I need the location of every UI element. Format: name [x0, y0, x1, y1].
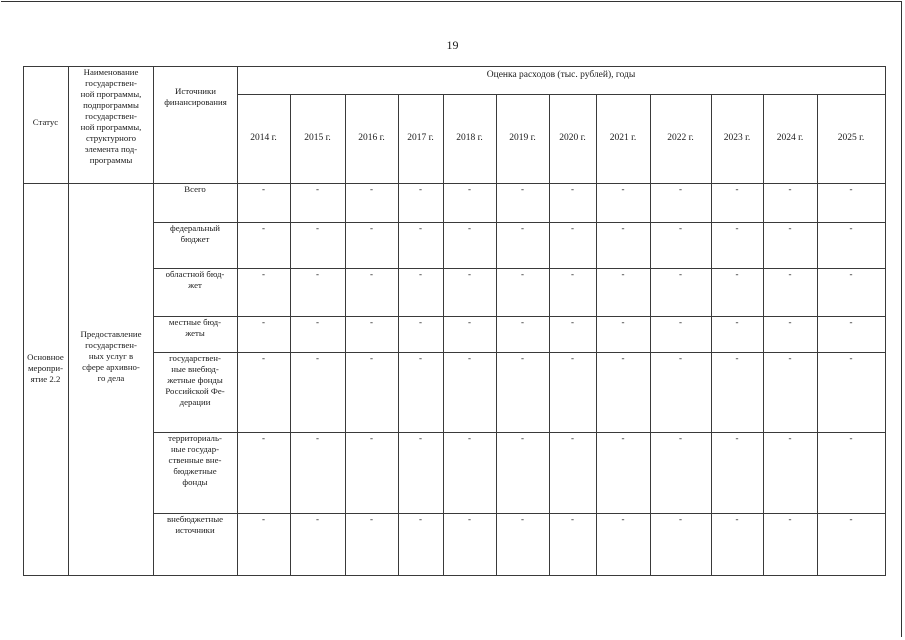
- header-status-line: Статус: [32, 117, 59, 127]
- source-label-line: жет: [188, 280, 202, 290]
- header-name-line: государствен-: [85, 111, 137, 121]
- value-cell: -: [316, 433, 319, 443]
- value-cell: -: [316, 514, 319, 524]
- value-cell: -: [571, 317, 574, 327]
- source-label-line: государствен-: [169, 353, 221, 363]
- header-name-line: Наименование: [83, 67, 139, 77]
- value-cell: -: [571, 433, 574, 443]
- value-cell: -: [370, 269, 373, 279]
- col-divider: [398, 94, 399, 575]
- col-divider: [817, 94, 818, 575]
- source-label: [157, 514, 233, 536]
- year-header: 2016 г.: [358, 133, 385, 143]
- source-label-line: местные бюд-: [168, 317, 222, 327]
- program-name-value-line: го дела: [97, 373, 125, 383]
- source-label-line: территориаль-: [168, 433, 222, 443]
- value-cell: -: [370, 317, 373, 327]
- value-cell: -: [370, 223, 373, 233]
- col-divider: [596, 94, 597, 575]
- col-divider: [549, 94, 550, 575]
- value-cell: -: [788, 353, 792, 363]
- value-cell: -: [621, 317, 625, 327]
- value-cell: -: [679, 223, 682, 233]
- value-cell: -: [788, 317, 792, 327]
- value-cell: -: [521, 433, 524, 443]
- value-cell: -: [788, 269, 792, 279]
- table-border-bottom: [23, 575, 885, 576]
- value-cell: -: [262, 223, 265, 233]
- value-cell: -: [849, 514, 853, 524]
- source-label: [157, 433, 233, 488]
- value-cell: -: [370, 514, 373, 524]
- value-cell: -: [370, 433, 373, 443]
- header-name-line: структурного: [85, 133, 137, 143]
- header-name: [69, 67, 153, 166]
- value-cell: -: [571, 353, 574, 363]
- source-label: [157, 353, 233, 408]
- value-cell: -: [468, 269, 471, 279]
- col-divider: [443, 94, 444, 575]
- header-sources-line: Источники: [175, 86, 216, 96]
- value-cell: -: [521, 223, 524, 233]
- value-cell: -: [262, 514, 265, 524]
- year-header: 2023 г.: [723, 133, 751, 143]
- source-label-line: источники: [175, 525, 215, 535]
- col-divider: [763, 94, 764, 575]
- source-label-line: ные государ-: [170, 444, 220, 454]
- value-cell: -: [621, 353, 625, 363]
- source-label: [157, 184, 233, 195]
- col-divider: [711, 94, 712, 575]
- value-cell: -: [735, 184, 739, 194]
- header-name-line: элемента под-: [84, 144, 138, 154]
- value-cell: -: [316, 353, 319, 363]
- value-cell: -: [419, 353, 422, 363]
- value-cell: -: [419, 514, 422, 524]
- value-cell: -: [679, 184, 682, 194]
- source-label-line: ные внебюд-: [171, 364, 219, 374]
- value-cell: -: [262, 269, 265, 279]
- value-cell: -: [468, 223, 471, 233]
- header-status: [23, 117, 68, 128]
- value-cell: -: [571, 184, 574, 194]
- year-header: 2018 г.: [456, 133, 483, 143]
- program-name-value-line: Предоставление: [80, 329, 142, 339]
- value-cell: -: [468, 353, 471, 363]
- value-cell: -: [788, 514, 792, 524]
- source-label-line: областной бюд-: [165, 269, 225, 279]
- value-cell: -: [849, 184, 853, 194]
- year-header: 2024 г.: [776, 133, 804, 143]
- value-cell: -: [849, 353, 853, 363]
- value-cell: -: [571, 269, 574, 279]
- header-sources: [154, 86, 237, 108]
- value-cell: -: [316, 317, 319, 327]
- value-cell: -: [621, 433, 625, 443]
- source-label-line: ственные вне-: [168, 455, 222, 465]
- program-name-value: [69, 329, 153, 384]
- value-cell: -: [621, 269, 625, 279]
- header-name-line: подпрограммы: [83, 100, 139, 110]
- source-label-line: жетные фонды: [167, 375, 223, 385]
- value-cell: -: [571, 514, 574, 524]
- value-cell: -: [571, 223, 574, 233]
- year-header: 2015 г.: [304, 133, 331, 143]
- value-cell: -: [419, 433, 422, 443]
- col-divider: [345, 94, 346, 575]
- value-cell: -: [370, 184, 373, 194]
- header-estimate: Оценка расходов (тыс. рублей), годы: [486, 70, 636, 80]
- value-cell: -: [735, 353, 739, 363]
- status-value-line: ятие 2.2: [30, 374, 61, 384]
- col-divider: [496, 94, 497, 575]
- value-cell: -: [419, 223, 422, 233]
- value-cell: -: [468, 317, 471, 327]
- value-cell: -: [419, 269, 422, 279]
- source-label-line: фонды: [182, 477, 208, 487]
- value-cell: -: [419, 317, 422, 327]
- source-label-line: дерации: [179, 397, 211, 407]
- value-cell: -: [316, 223, 319, 233]
- source-label-line: жеты: [185, 328, 205, 338]
- table-border-right: [885, 66, 886, 576]
- value-cell: -: [849, 317, 853, 327]
- year-header: 2017 г.: [407, 133, 434, 143]
- value-cell: -: [262, 433, 265, 443]
- year-header: 2025 г.: [837, 133, 865, 143]
- table-border-left: [23, 66, 24, 575]
- value-cell: -: [788, 184, 792, 194]
- source-label: [157, 223, 233, 245]
- value-cell: -: [521, 184, 524, 194]
- source-label-line: бюджетные: [173, 466, 217, 476]
- program-name-value-line: ных услуг в: [88, 351, 134, 361]
- value-cell: -: [788, 433, 792, 443]
- header-years-divider: [237, 94, 885, 95]
- source-label-line: федеральный: [170, 223, 220, 233]
- header-sources-line: финансирования: [164, 97, 227, 107]
- col-divider: [290, 94, 291, 575]
- source-label: [157, 269, 233, 291]
- header-name-line: ной программы,: [80, 89, 142, 99]
- header-name-line: программы: [89, 155, 133, 165]
- value-cell: -: [735, 433, 739, 443]
- col-divider: [650, 94, 651, 575]
- year-header: 2020 г.: [559, 133, 586, 143]
- source-label-line: Российской Фе-: [165, 386, 225, 396]
- value-cell: -: [521, 353, 524, 363]
- value-cell: -: [849, 223, 853, 233]
- year-header: 2019 г.: [509, 133, 536, 143]
- value-cell: -: [788, 223, 792, 233]
- value-cell: -: [521, 269, 524, 279]
- year-header: 2014 г.: [250, 133, 277, 143]
- value-cell: -: [679, 353, 682, 363]
- status-value-line: меропри-: [27, 363, 63, 373]
- value-cell: -: [735, 317, 739, 327]
- value-cell: -: [262, 317, 265, 327]
- year-header: 2022 г.: [667, 133, 694, 143]
- value-cell: -: [316, 184, 319, 194]
- source-label-line: внебюджетные: [166, 514, 224, 524]
- value-cell: -: [735, 223, 739, 233]
- value-cell: -: [468, 514, 471, 524]
- source-label-line: Всего: [184, 184, 206, 194]
- status-value-line: Основное: [27, 352, 64, 362]
- page-number: 19: [446, 38, 459, 52]
- value-cell: -: [262, 353, 265, 363]
- value-cell: -: [468, 433, 471, 443]
- value-cell: -: [849, 433, 853, 443]
- value-cell: -: [468, 184, 471, 194]
- header-name-line: ной программы,: [80, 122, 142, 132]
- header-name-line: государствен-: [85, 78, 137, 88]
- value-cell: -: [316, 269, 319, 279]
- value-cell: -: [849, 269, 853, 279]
- value-cell: -: [679, 317, 682, 327]
- source-label-line: бюджет: [180, 234, 210, 244]
- program-name-value-line: государствен-: [85, 340, 137, 350]
- program-name-value-line: сфере архивно-: [82, 362, 140, 372]
- value-cell: -: [521, 317, 524, 327]
- value-cell: -: [262, 184, 265, 194]
- value-cell: -: [679, 514, 682, 524]
- status-value: [23, 352, 68, 385]
- col-divider: [153, 66, 154, 575]
- value-cell: -: [621, 223, 625, 233]
- value-cell: -: [679, 269, 682, 279]
- value-cell: -: [679, 433, 682, 443]
- source-label: [157, 317, 233, 339]
- value-cell: -: [419, 184, 422, 194]
- value-cell: -: [621, 514, 625, 524]
- value-cell: -: [521, 514, 524, 524]
- value-cell: -: [621, 184, 625, 194]
- value-cell: -: [735, 269, 739, 279]
- value-cell: -: [370, 353, 373, 363]
- value-cell: -: [735, 514, 739, 524]
- year-header: 2021 г.: [609, 133, 637, 143]
